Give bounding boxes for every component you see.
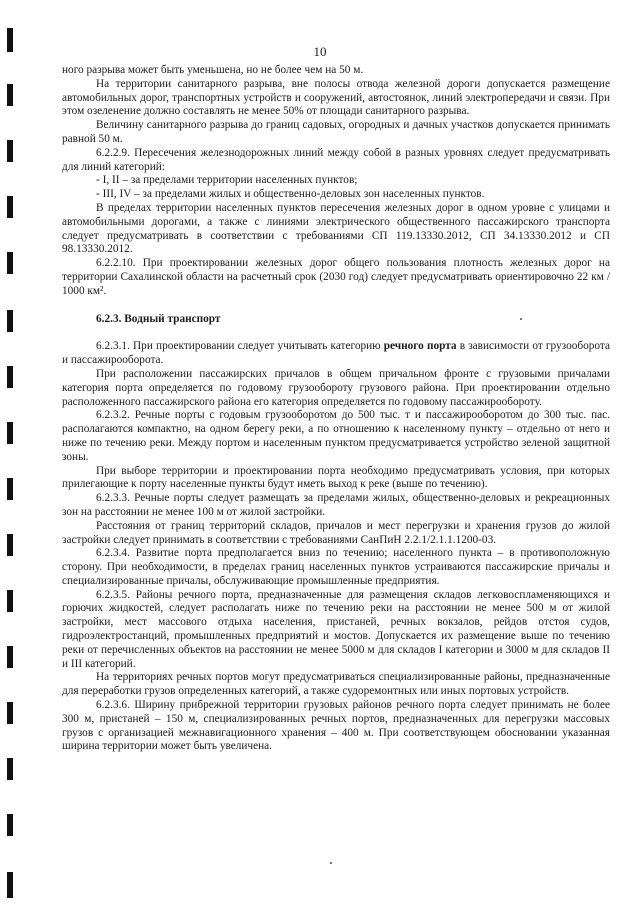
page-number: 10 <box>313 44 327 59</box>
paragraph: 6.2.2.10. При проектировании железных дорог общего пользования плотность железных дорог на территории Сахалинской области на расчетный срок (2030 год) следует предусматривать ориентировочно 22 км / 1000 км². <box>62 257 610 297</box>
paragraph: В пределах территории населенных пунктов пересечения железных дорог в одном уровне с улицами и автомобильными дорогами, а также с линиями электрического общественного пассажирского транспорта следует предусматривать в соответствии с требованиями СП 119.13330.2012, СП 34.13330.2012 и СП 98.13330.2012. <box>62 201 610 256</box>
paragraph <box>62 340 610 368</box>
paragraph: При расположении пассажирских причалов в общем причальном фронте с грузовыми причалами категория порта определяется по годовому грузообороту грузового района. При проектировании отдельно расположенного пассажирского района его категория определяется по годовому пассажирообороту. <box>62 367 610 408</box>
binding-mark <box>7 310 13 332</box>
binding-mark <box>7 196 13 218</box>
paragraph: 6.2.3.2. Речные порты с годовым грузооборотом до 500 тыс. т и пассажирооборотом до 300 тыс. пас. располагаются компактно, на одном берегу реки, а по отношению к населенному пункту – отдельно от него и ниже по течению реки. Между портом и населенным пунктом предусматривается устройство зеленой защитной зоны. <box>62 409 610 463</box>
bold-term: речного порта <box>383 340 457 353</box>
paragraph: 6.2.2.9. Пересечения железнодорожных линий между собой в разных уровнях следует предусматривать для линий категорий: <box>62 146 610 173</box>
paragraph: 6.2.3.5. Районы речного порта, предназначенные для размещения складов легковоспламеняющихся и горючих жидкостей, следует располагать ниже по течению реки на расстоянии не менее 500 м от жилой застройки, мест массового отдыха населения, пристаней, речных вокзалов, рейдов отстоя судов, гидроэлектростанций, промышленных предприятий и мостов. Допускается их размещение выше по течению реки от перечисленных объектов на расстоянии не менее 5000 м для складов I категории и 3000 м для складов II и III категорий. <box>62 588 610 670</box>
paragraph: На территориях речных портов могут предусматриваться специализированные районы, предназначенные для переработки грузов определенных категорий, а также судоремонтных или иных портовых устройств. <box>62 671 610 698</box>
binding-mark <box>7 366 13 388</box>
binding-mark <box>7 872 13 898</box>
binding-mark <box>7 758 13 780</box>
paragraph: 6.2.3.4. Развитие порта предполагается вниз по течению; населенного пункта – в противоположную сторону. При необходимости, в пределах границ населенных пунктов устраиваются пассажирские причалы и специализированные причалы, обслуживающие промышленные предприятия. <box>62 547 610 587</box>
paragraph: 6.2.3.3. Речные порты следует размещать за пределами жилых, общественно-деловых и рекреационных зон на расстоянии не менее 100 м от жилой застройки. <box>62 492 610 518</box>
paragraph: На территории санитарного разрыва, вне полосы отвода железной дороги допускается размещение автомобильных дорог, транспортных устройств и сооружений, автостоянок, линий электропередачи и связи. При этом озеленение должно составлять не менее 50% от площади санитарного разрыва. <box>62 77 610 118</box>
document-body <box>62 64 610 754</box>
paragraph-text: в зависимости от грузооборота и пассажирооборота. <box>62 340 610 367</box>
paragraph: Величину санитарного разрыва до границ садовых, огородных и дачных участков допускается принимать равной 50 м. <box>62 119 610 145</box>
binding-mark <box>7 84 13 106</box>
paragraph: Расстояния от границ территорий складов, причалов и мест перегрузки и хранения грузов до жилой застройки следует принимать в соответствии с требованиями СанПиН 2.2.1/2.1.1.1200-03. <box>62 519 610 546</box>
binding-mark <box>7 702 13 724</box>
binding-mark <box>7 646 13 668</box>
binding-mark <box>7 534 13 556</box>
paragraph: При выборе территории и проектировании порта необходимо предусматривать условия, при которых прилегающие к порту населенные пункты будут иметь выход к реке (выше по течению). <box>62 464 610 491</box>
binding-mark <box>7 252 13 274</box>
binding-mark <box>7 422 13 444</box>
binding-mark <box>7 814 13 836</box>
paragraph-text: 6.2.3.1. При проектировании следует учитывать категорию <box>96 340 384 353</box>
binding-mark <box>7 140 13 162</box>
list-item: - I, II – за пределами территории населенных пунктов; <box>96 174 358 187</box>
binding-mark <box>7 590 13 612</box>
paragraph: 6.2.3.6. Ширину прибрежной территории грузовых районов речного порта следует принимать не более 300 м, пристаней – 150 м, специализированных речных портов, предназначенных для перегрузки массовых грузов с организацией межнавигационного хранения – 400 м. При соответствующем обосновании указанная ширина территории может быть увеличена. <box>62 699 610 753</box>
paragraph: ного разрыва может быть уменьшена, но не более чем на 50 м. <box>62 64 364 76</box>
section-heading: 6.2.3. Водный транспорт <box>96 312 221 325</box>
scan-speck <box>330 862 332 864</box>
list-item: - III, IV – за пределами жилых и общественно-деловых зон населенных пунктов. <box>96 188 485 201</box>
binding-mark <box>7 478 13 500</box>
